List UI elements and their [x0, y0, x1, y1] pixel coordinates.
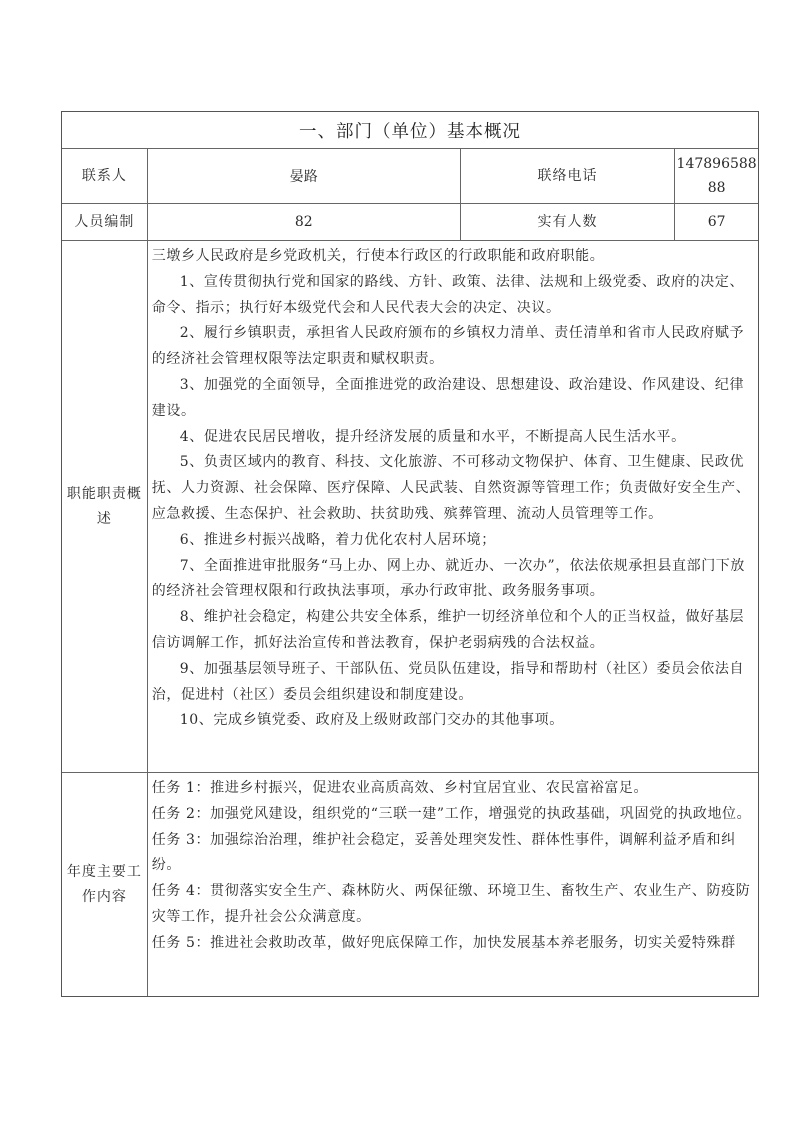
- function-item: 3、加强党的全面领导，全面推进党的政治建设、思想建设、政治建设、作风建设、纪律建设。: [151, 376, 745, 419]
- actual-staff-value: 67: [707, 214, 726, 230]
- function-item: 9、加强基层领导班子、干部队伍、党员队伍建设，指导和帮助村（社区）委员会依法自治，促进村（社区）委员会组织建设和制度建设。: [151, 660, 745, 703]
- function-item: 5、负责区域内的教育、科技、文化旅游、不可移动文物保护、体育、卫生健康、民政优抚、人力资源、社会保障、医疗保障、人民武装、自然资源等管理工作；负责做好安全生产、应急救援、生态保护、社会救助、扶贫助残、殡葬管理、流动人员管理等工作。: [151, 454, 751, 522]
- task-item: 任务 2：加强党风建设，组织党的“三联一建”工作，增强党的执政基础，巩固党的执政地位。: [151, 805, 752, 822]
- function-item: 8、维护社会稳定，构建公共安全体系，维护一切经济单位和个人的正当权益，做好基层信访调解工作，抓好法治宣传和普法教育，保护老弱病残的合法权益。: [151, 609, 745, 651]
- contact-label: 联系人: [62, 149, 148, 203]
- title-row: [62, 112, 758, 149]
- annual-tasks-label: 年度主要工作内容: [62, 773, 148, 996]
- functions-intro: 三墩乡人民政府是乡党政机关，行使本行政区的行政职能和政府职能。: [151, 248, 605, 264]
- basic-info-table: [61, 111, 759, 997]
- function-item: 6、推进乡村振兴战略，着力优化农村人居环境；: [179, 531, 496, 548]
- functions-label: 职能职责概述: [62, 241, 148, 772]
- annual-tasks-content: [148, 773, 758, 996]
- contact-row: [62, 149, 758, 204]
- task-item: 任务 4：贯彻落实安全生产、森林防火、两保征缴、环境卫生、畜牧生产、农业生产、防疫防灾等工作，提升社会公众满意度。: [151, 883, 751, 925]
- task-item: 任务 1：推进乡村振兴，促进农业高质高效、乡村宜居宜业、农民富裕富足。: [151, 780, 649, 796]
- function-item: 1、宣传贯彻执行党和国家的路线、方针、政策、法律、法规和上级党委、政府的决定、命令、指示；执行好本级党代会和人民代表大会的决定、决议。: [151, 273, 745, 316]
- annual-tasks-row: [62, 773, 758, 996]
- actual-staff-label: 实有人数: [461, 204, 675, 240]
- contact-name: 晏路: [148, 149, 461, 203]
- staffing-row: [62, 204, 758, 241]
- section-title: 一、部门（单位）基本概况: [299, 121, 521, 142]
- function-item: 2、履行乡镇职责，承担省人民政府颁布的乡镇权力清单、责任清单和省市人民政府赋予的经济社会管理权限等法定职责和赋权职责。: [151, 325, 745, 368]
- function-item: 7、全面推进审批服务“马上办、网上办、就近办、一次办”，依法依规承担县直部门下放的经济社会管理权限和行政执法事项，承办行政审批、政务服务事项。: [151, 557, 746, 600]
- phone-value: 14789658888: [676, 156, 757, 196]
- functions-content: [148, 241, 758, 772]
- function-item: 4、促进农民居民增收，提升经济发展的质量和水平，不断提高人民生活水平。: [179, 428, 686, 445]
- function-item: 10、完成乡镇党委、政府及上级财政部门交办的其他事项。: [179, 712, 564, 729]
- staffing-label: 人员编制: [62, 204, 148, 240]
- functions-row: [62, 241, 758, 773]
- task-item: 任务 5：推进社会救助改革，做好兜底保障工作，加快发展基本养老服务，切实关爱特殊群: [151, 934, 736, 951]
- staffing-quota: 82: [148, 204, 461, 240]
- task-item: 任务 3：加强综治治理，维护社会稳定，妥善处理突发性、群体性事件，调解利益矛盾和纠纷。: [151, 831, 736, 874]
- phone-label: 联络电话: [461, 149, 675, 203]
